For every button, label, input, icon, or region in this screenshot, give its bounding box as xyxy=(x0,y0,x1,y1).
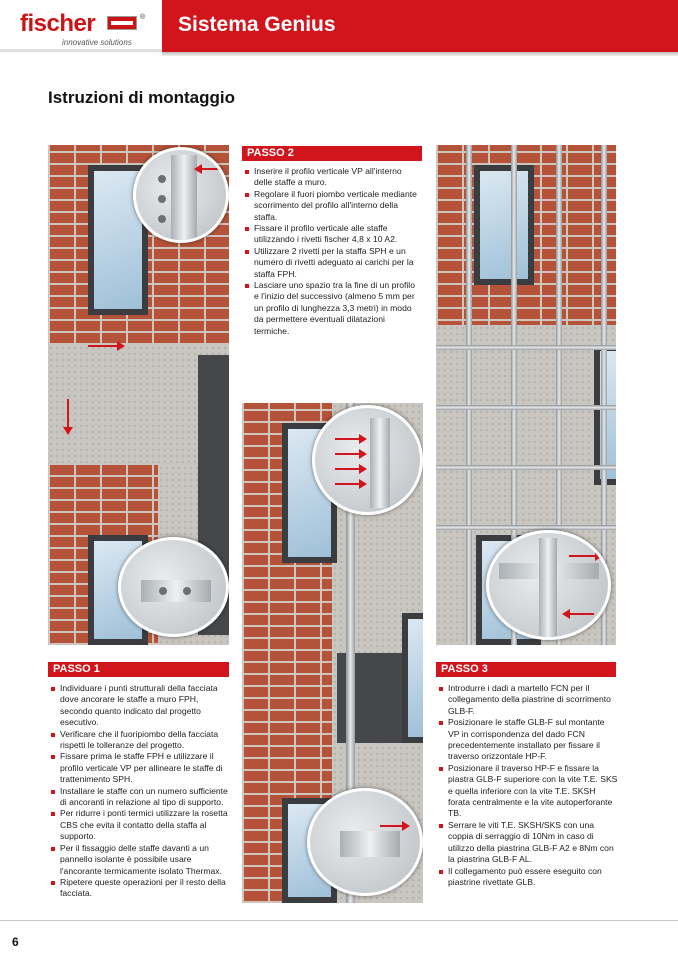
horizontal-profile xyxy=(436,345,616,350)
detail-magnifier xyxy=(133,147,229,243)
logo-emblem-icon xyxy=(107,16,137,30)
list-item: Inserire il profilo verticale VP all'interno delle staffe a muro. xyxy=(244,166,422,189)
arrow-icon xyxy=(88,345,123,347)
step-3-illustration xyxy=(436,145,616,645)
list-item: Ripetere queste operazioni per il resto della facciata. xyxy=(50,877,230,900)
logo-registered-mark: ® xyxy=(140,14,146,21)
list-item: Per ridurre i ponti termici utilizzare la rosetta CBS che evita il contatto della staffa al supporto. xyxy=(50,808,230,842)
window xyxy=(474,165,534,285)
horizontal-profile xyxy=(436,525,616,530)
vertical-profile xyxy=(466,145,472,645)
list-item: Posizionare le staffe GLB-F sul montante VP in corrispondenza del dado FCN precedentemente installato per fissare il traverso orizzontale HP-F. xyxy=(438,717,618,763)
header-title: Sistema Genius xyxy=(178,13,336,36)
list-item: Installare le staffe con un numero sufficiente di ancoranti in relazione al tipo di supporto. xyxy=(50,786,230,809)
brand-logo xyxy=(0,0,162,52)
detail-magnifier xyxy=(486,530,611,640)
footer-divider xyxy=(0,920,678,921)
arrow-icon xyxy=(67,399,69,433)
list-item: Per il fissaggio delle staffe davanti a un pannello isolante è possibile usare l'ancorante termicamente isolato Thermax. xyxy=(50,843,230,877)
list-item: Serrare le viti T.E. SKSH/SKS con una coppia di serraggio di 10Nm in caso di utilizzo della piastrina GLB-F A2 e 8Nm con la piastrina GLB-F AL. xyxy=(438,820,618,866)
window xyxy=(402,613,423,743)
list-item: Il collegamento può essere eseguito con piastrine rivettate GLB. xyxy=(438,866,618,889)
page-header xyxy=(0,0,678,56)
list-item: Individuare i punti strutturali della facciata dove ancorare le staffe a muro FPH, secondo quanto indicato dal progetto esecutivo. xyxy=(50,683,230,729)
list-item: Lasciare uno spazio tra la fine di un profilo e l'inizio del successivo (almeno 5 mm per un profilo di lunghezza 3,3 metri) in modo da permettere eventuali dilatazioni termiche. xyxy=(244,280,422,337)
page-title: Istruzioni di montaggio xyxy=(48,88,235,107)
list-item: Utilizzare 2 rivetti per la staffa SPH e un numero di rivetti adeguato ai carichi per la staffa FPH. xyxy=(244,246,422,280)
list-item: Regolare il fuori piombo verticale mediante scorrimento del profilo all'interno della staffa. xyxy=(244,189,422,223)
header-title-bar xyxy=(162,0,678,52)
list-item: Verificare che il fuoripiombo della facciata rispetti le tolleranze del progetto. xyxy=(50,729,230,752)
step-2-heading: PASSO 2 xyxy=(242,146,422,161)
step-2-illustration xyxy=(242,403,423,903)
step-1-list xyxy=(50,683,230,900)
list-item: Posizionare il traverso HP-F e fissare la piastra GLB-F superiore con la vite T.E. SKS e quella inferiore con la vite T.E. SKSH forata centralmente e la vite autoperforante TB. xyxy=(438,763,618,820)
list-item: Fissare il profilo verticale alle staffe utilizzando i rivetti fischer 4,8 x 10 A2. xyxy=(244,223,422,246)
step-3-heading: PASSO 3 xyxy=(436,662,616,677)
detail-magnifier xyxy=(307,788,423,896)
step-3-list xyxy=(438,683,618,888)
horizontal-profile xyxy=(436,465,616,470)
step-1-heading: PASSO 1 xyxy=(48,662,229,677)
logo-tagline: innovative solutions xyxy=(62,38,132,47)
list-item: Introdurre i dadi a martello FCN per il collegamento della piastrine di scorrimento GLB-F. xyxy=(438,683,618,717)
logo-wordmark: fischer xyxy=(20,10,96,37)
page-number: 6 xyxy=(12,935,19,949)
detail-magnifier xyxy=(312,405,423,515)
detail-magnifier xyxy=(118,537,229,637)
horizontal-profile xyxy=(436,405,616,410)
step-2-list xyxy=(244,166,422,337)
list-item: Fissare prima le staffe FPH e utilizzare il profilo verticale VP per allineare le staffe di trattenimento SPH. xyxy=(50,751,230,785)
step-1-illustration xyxy=(48,145,229,645)
